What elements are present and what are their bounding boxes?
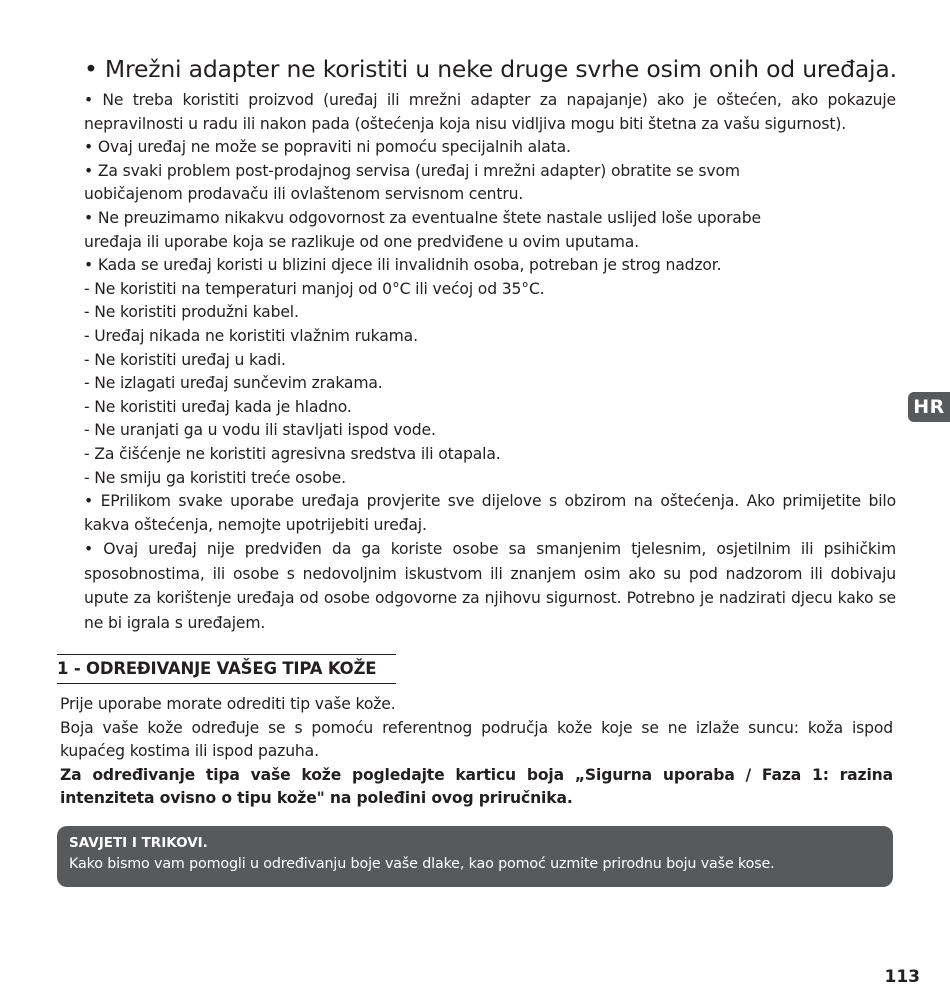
dash-item-cold: - Ne koristiti uređaj kada je hladno. [84,397,352,416]
warning-liability-line-1: • Ne preuzimamo nikakvu odgovornost za eventualne štete nastale uslijed loše uporabe [84,208,761,227]
dash-item-wet-hands: - Uređaj nikada ne koristiti vlažnim rukama. [84,326,418,345]
page-heading: • Mrežni adapter ne koristiti u neke druge svrhe osim onih od uređaja. [84,55,897,83]
dash-item-bathtub: - Ne koristiti uređaj u kadi. [84,350,286,369]
dash-item-cleaning: - Za čišćenje ne koristiti agresivna sredstva ili otapala. [84,444,501,463]
dash-item-water: - Ne uranjati ga u vodu ili stavljati ispod vode. [84,421,436,440]
section-paragraph-3: Za određivanje tipa vaše kože pogledajte karticu boja „Sigurna uporaba / Faza 1: razina intenziteta ovisno o tipu kože" na poleđini ovog priručnika. [60,765,893,808]
dash-item-sunlight: - Ne izlagati uređaj sunčevim zrakama. [84,374,383,393]
language-tab: HR [908,392,950,422]
warning-service-line-2: uobičajenom prodavaču ili ovlaštenom servisnom centru. [84,185,524,204]
warning-damaged-product: • Ne treba koristiti proizvod (uređaj ili mrežni adapter za napajanje) ako je oštećen, ako pokazuje nepravilnosti u radu ili nakon pada (oštećenja koja nisu vidljiva mogu biti štetna za vašu sigurnost). [84,91,896,133]
tips-text: Kako bismo vam pomogli u određivanju boje vaše dlake, kao pomoć uzmite prirodnu boju vaše kose. [69,856,775,872]
tips-box [57,826,893,887]
warning-check-damage: • EPrilikom svake uporabe uređaja provjerite sve dijelove s obzirom na oštećenja. Ako primijetite bilo kakva oštećenja, nemojte upotrijebiti uređaj. [84,492,896,534]
warning-service-line-1: • Za svaki problem post-prodajnog servisa (uređaj i mrežni adapter) obratite se svom [84,161,740,180]
section-body [60,693,893,811]
tips-title: SAVJETI I TRIKOVI. [69,835,208,851]
safety-warnings [84,89,896,636]
section-paragraph-1: Prije uporabe morate odrediti tip vaše kože. [60,695,396,713]
dash-item-third-parties: - Ne smiju ga koristiti treće osobe. [84,468,346,487]
dash-item-temperature: - Ne koristiti na temperaturi manjoj od 0°C ili većoj od 35°C. [84,279,545,298]
warning-reduced-capabilities: • Ovaj uređaj nije predviđen da ga koriste osobe sa smanjenim tjelesnim, osjetilnim ili psihičkim sposobnostima, ili osobe s nedovoljnim iskustvom ili znanjem osim ako su pod nadzorom ili dobivaju upute za korištenje uređaja od osobe odgovorne za njihovu sigurnost. Potrebno je nadzirati djecu kako se ne bi igrala s uređajem. [84,540,896,633]
warning-no-repair: • Ovaj uređaj ne može se popraviti ni pomoću specijalnih alata. [84,138,571,157]
dash-item-extension-cable: - Ne koristiti produžni kabel. [84,303,299,322]
warning-liability-line-2: uređaja ili uporabe koja se razlikuje od one predviđene u ovim uputama. [84,232,639,251]
section-paragraph-2: Boja vaše kože određuje se s pomoću referentnog područja kože koje se ne izlaže suncu: koža ispod kupaćeg kostima ili ispod pazuha. [60,718,893,761]
section-title: 1 - ODREĐIVANJE VAŠEG TIPA KOŽE [57,654,396,684]
warning-supervision: • Kada se uređaj koristi u blizini djece ili invalidnih osoba, potreban je strog nadzor. [84,256,722,275]
page-number: 113 [884,967,920,987]
